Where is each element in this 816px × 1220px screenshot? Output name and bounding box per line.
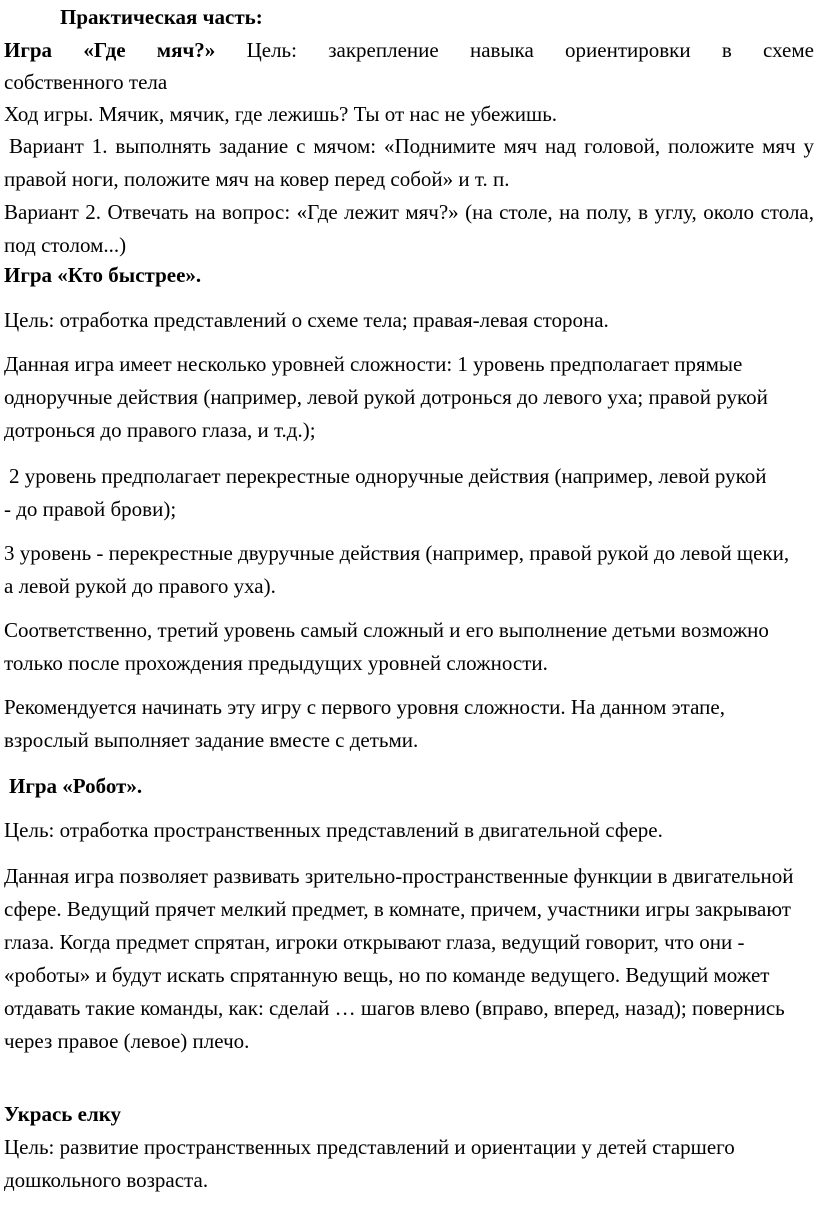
section-heading: Практическая часть:: [60, 5, 263, 29]
game1-goal-line2: собственного тела: [4, 70, 168, 94]
game2-note2: Рекомендуется начинать эту игру с первого уровня сложности. На данном этапе, взрослый выполняет задание вместе с детьми.: [4, 695, 725, 752]
game3-title: Игра «Робот».: [9, 774, 143, 798]
game2-level3: 3 уровень - перекрестные двуручные действия (например, правой рукой до левой щеки, а левой рукой до правого уха).: [4, 541, 790, 598]
game1-variant1: Вариант 1. выполнять задание с мячом: «Поднимите мяч над головой, положите мяч у правой ноги, положите мяч на ковер перед собой» и т. п.: [4, 134, 814, 191]
game4-title: Укрась елку: [4, 1102, 122, 1126]
game1-goal-label: Цель:: [246, 38, 297, 62]
game2-goal: Цель: отработка представлений о схеме тела; правая-левая сторона.: [4, 308, 609, 332]
game2-title: Игра «Кто быстрее».: [4, 263, 202, 287]
game4-goal: Цель: развитие пространственных представлений и ориентации у детей старшего дошкольного возраста.: [4, 1135, 735, 1192]
game3-description: Данная игра позволяет развивать зрительно-пространственные функции в двигательной сфере. Ведущий прячет мелкий предмет, в комнате, причем, участники игры закрывают глаза. Когда предмет спрятан, игроки открывают глаза, ведущий говорит, что они - «роботы» и будут искать спрятанную вещь, но по команде ведущего. Ведущий может отдавать такие команды, как: сделай … шагов влево (вправо, вперед, назад); повернись через правое (левое) плечо.: [4, 864, 794, 1053]
game2-note1: Соответственно, третий уровень самый сложный и его выполнение детьми возможно только после прохождения предыдущих уровней сложности.: [4, 618, 769, 675]
game2-level2: 2 уровень предполагает перекрестные одноручные действия (например, левой рукой - до правой брови);: [4, 464, 767, 521]
game1-title-goal-line1: Игра «Где мяч?» Цель: закрепление навыка ориентировки в схеме: [4, 38, 814, 62]
game3-goal: Цель: отработка пространственных представлений в двигательной сфере.: [4, 818, 663, 842]
game1-variant2: Вариант 2. Отвечать на вопрос: «Где лежит мяч?» (на столе, на полу, в углу, около стола, под столом...): [4, 200, 814, 257]
game1-course: Ход игры. Мячик, мячик, где лежишь? Ты от нас не убежишь.: [4, 102, 558, 126]
game2-level1: Данная игра имеет несколько уровней сложности: 1 уровень предполагает прямые одноручные действия (например, левой рукой дотронься до левого уха; правой рукой дотронься до правого глаза, и т.д.);: [4, 352, 768, 442]
game1-title: Игра «Где мяч?»: [4, 38, 216, 62]
